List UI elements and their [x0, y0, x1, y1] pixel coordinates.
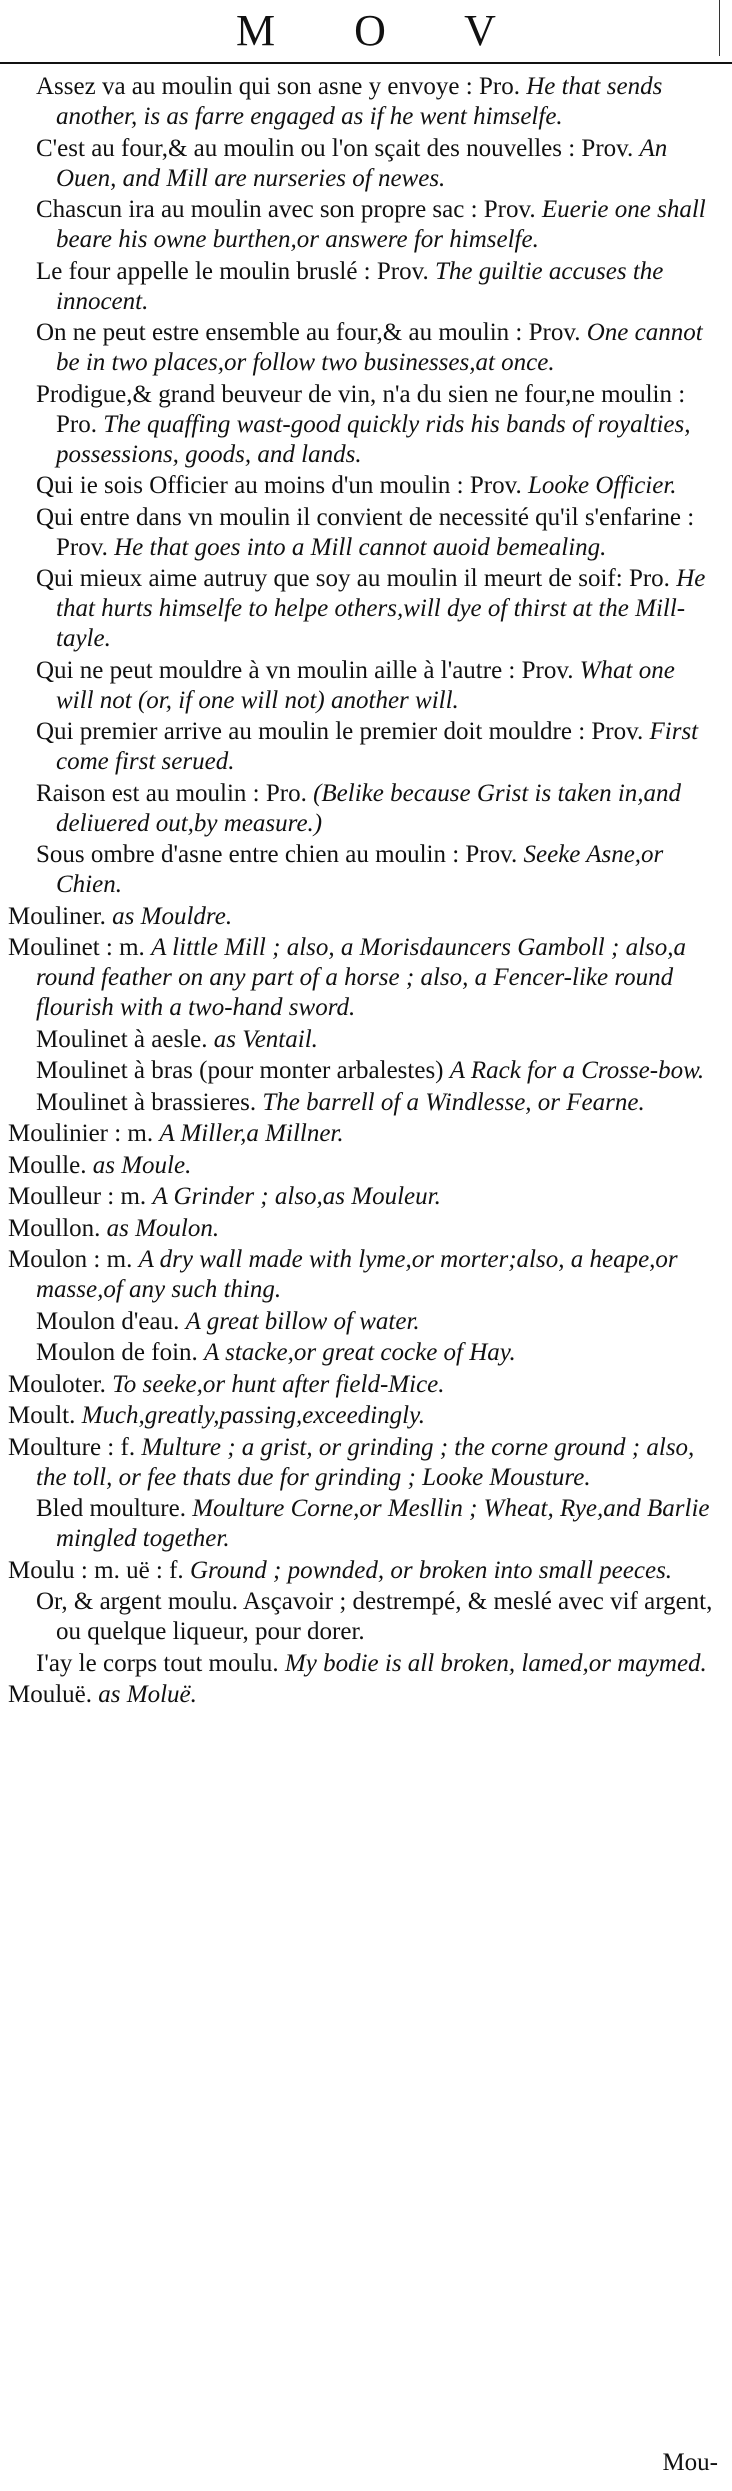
english-translation: Seeke Asne,or Chien. [56, 841, 664, 898]
english-translation: What one will not (or, if one will not) another will. [56, 656, 675, 714]
english-translation: A little Mill ; also, a Morisdauncers Gamboll ; also,a round feather on any part of a horse ; also, a Fencer-like round flourish with a two-hand sword. [36, 934, 686, 1021]
french-text: Mouluë. [8, 1681, 99, 1708]
french-text: Mouliner. [8, 902, 113, 930]
french-text: I'ay le corps tout moulu. [36, 1649, 285, 1677]
english-translation: Multure ; a grist, or grinding ; the corne ground ; also, the toll, or fee thats due for grinding ; Looke Mousture. [36, 1433, 695, 1491]
headword-entry [8, 1151, 718, 1181]
catchword: Mou- [662, 2449, 718, 2476]
english-translation: First come first serued. [56, 718, 699, 775]
english-translation: The guiltie accuses the innocent. [56, 257, 664, 315]
headword-entry [8, 1433, 718, 1493]
french-text: Prodigue,& grand beuveur de vin, n'a du sien ne four,ne moulin : Pro. [36, 380, 686, 438]
headword-entry [8, 1214, 718, 1244]
french-text: Moulinet : m. [8, 934, 152, 961]
subentry [8, 840, 718, 900]
english-translation: A stacke,or great cocke of Hay. [204, 1339, 516, 1366]
english-translation: A great billow of water. [185, 1307, 420, 1335]
subentry [8, 471, 718, 501]
english-translation: One cannot be in two places,or follow two businesses,at once. [56, 319, 703, 376]
english-translation: He that goes into a Mill cannot auoid bemealing. [114, 533, 607, 561]
headword-entry [8, 1370, 718, 1400]
page-header [0, 0, 732, 64]
french-text: Le four appelle le moulin bruslé : Prov. [36, 257, 435, 285]
subentry [8, 72, 718, 132]
french-text: Assez va au moulin qui son asne y envoye : Pro. [36, 73, 527, 100]
subentry [8, 257, 718, 317]
french-text: Moulu : m. uë : f. [8, 1556, 190, 1584]
english-translation: The quaffing wast-good quickly rids his bands of royalties, possessions, goods, and lands. [56, 410, 691, 468]
english-translation: A Grinder ; also,as Mouleur. [152, 1183, 441, 1210]
english-translation: Much,greatly,passing,exceedingly. [81, 1402, 426, 1429]
english-translation: He that hurts himselfe to helpe others,will dye of thirst at the Mill-tayle. [56, 565, 706, 652]
english-translation: as Mouldre. [112, 902, 233, 930]
french-text: Qui entre dans vn moulin il convient de necessité qu'il s'enfarine : Prov. [36, 503, 695, 561]
english-translation: Euerie one shall beare his owne burthen,or answere for himselfe. [56, 196, 706, 253]
french-text: Or, & argent moulu. Asçavoir ; destrempé, & meslé avec vif argent, ou quelque liqueur, pour dorer. [36, 1588, 713, 1645]
french-text: Moulon : m. [8, 1246, 139, 1273]
english-translation: Ground ; pownded, or broken into small peeces. [189, 1556, 673, 1584]
subentry [8, 1649, 718, 1679]
english-translation: My bodie is all broken, lamed,or maymed. [284, 1649, 707, 1677]
headword-entry [8, 1556, 718, 1586]
french-text: Sous ombre d'asne entre chien au moulin : Prov. [36, 841, 524, 868]
subentry [8, 318, 718, 378]
french-text: Chascun ira au moulin avec son propre sac : Prov. [36, 196, 542, 223]
english-translation: as Moule. [92, 1151, 192, 1179]
running-head: M O V [236, 6, 530, 55]
subentry [8, 1494, 718, 1554]
french-text: Raison est au moulin : Pro. [36, 779, 314, 807]
french-text: Moullon. [8, 1214, 107, 1242]
french-text: Qui ie sois Officier au moins d'un moulin : Prov. [36, 472, 528, 499]
french-text: Moulinet à aesle. [36, 1025, 214, 1053]
subentry [8, 717, 718, 777]
french-text: Moulle. [8, 1151, 93, 1179]
entries-column [0, 64, 732, 1710]
headword-entry [8, 902, 718, 932]
french-text: Moult. [8, 1402, 82, 1429]
french-text: Moulinet à bras (pour monter arbalestes) [36, 1057, 450, 1084]
subentry [8, 564, 718, 654]
headword-entry [8, 1401, 718, 1431]
english-translation: A Rack for a Crosse-bow. [449, 1057, 705, 1084]
french-text: Bled moulture. [36, 1495, 193, 1522]
subentry [8, 1338, 718, 1368]
subentry [8, 656, 718, 716]
headword-entry [8, 1119, 718, 1149]
english-translation: He that sends another, is as farre engaged as if he went himselfe. [56, 73, 663, 130]
french-text: Qui ne peut mouldre à vn moulin aille à l'autre : Prov. [36, 656, 580, 684]
subentry [8, 1587, 718, 1647]
french-text: Mouloter. [8, 1370, 113, 1398]
english-translation: To seeke,or hunt after field-Mice. [112, 1370, 445, 1398]
subentry [8, 134, 718, 194]
french-text: Qui premier arrive au moulin le premier doit mouldre : Prov. [36, 718, 650, 745]
subentry [8, 1025, 718, 1055]
subentry [8, 1088, 718, 1118]
french-text: On ne peut estre ensemble au four,& au moulin : Prov. [36, 319, 587, 346]
french-text: C'est au four,& au moulin ou l'on sçait des nouvelles : Prov. [36, 134, 640, 162]
french-text: Moulleur : m. [8, 1183, 153, 1210]
headword-entry [8, 1182, 718, 1212]
english-translation: as Ventail. [213, 1025, 318, 1053]
french-text: Moulon de foin. [36, 1339, 205, 1366]
subentry [8, 1056, 718, 1086]
french-text: Moulinier : m. [8, 1120, 160, 1147]
english-translation: as Moulon. [106, 1214, 220, 1242]
french-text: Moulinet à brassieres. [36, 1088, 263, 1116]
english-translation: Looke Officier. [527, 472, 677, 499]
english-translation: An Ouen, and Mill are nurseries of newes. [56, 134, 668, 192]
english-translation: The barrell of a Windlesse, or Fearne. [262, 1088, 645, 1116]
subentry [8, 503, 718, 563]
subentry [8, 380, 718, 470]
english-translation: A dry wall made with lyme,or morter;also, a heape,or masse,of any such thing. [36, 1246, 678, 1303]
headword-entry [8, 1245, 718, 1305]
english-translation: as Moluë. [98, 1681, 197, 1708]
subentry [8, 1307, 718, 1337]
french-text: Qui mieux aime autruy que soy au moulin il meurt de soif: Pro. [36, 565, 677, 592]
headword-entry [8, 933, 718, 1023]
page-edge-rule [719, 0, 720, 56]
french-text: Moulture : f. [8, 1433, 142, 1461]
subentry [8, 195, 718, 255]
subentry [8, 779, 718, 839]
headword-entry [8, 1680, 718, 1710]
french-text: Moulon d'eau. [36, 1307, 186, 1335]
english-translation: (Belike because Grist is taken in,and deliuered out,by measure.) [56, 779, 682, 837]
english-translation: Moulture Corne,or Mesllin ; Wheat, Rye,and Barlie mingled together. [56, 1495, 710, 1552]
english-translation: A Miller,a Millner. [159, 1120, 344, 1147]
